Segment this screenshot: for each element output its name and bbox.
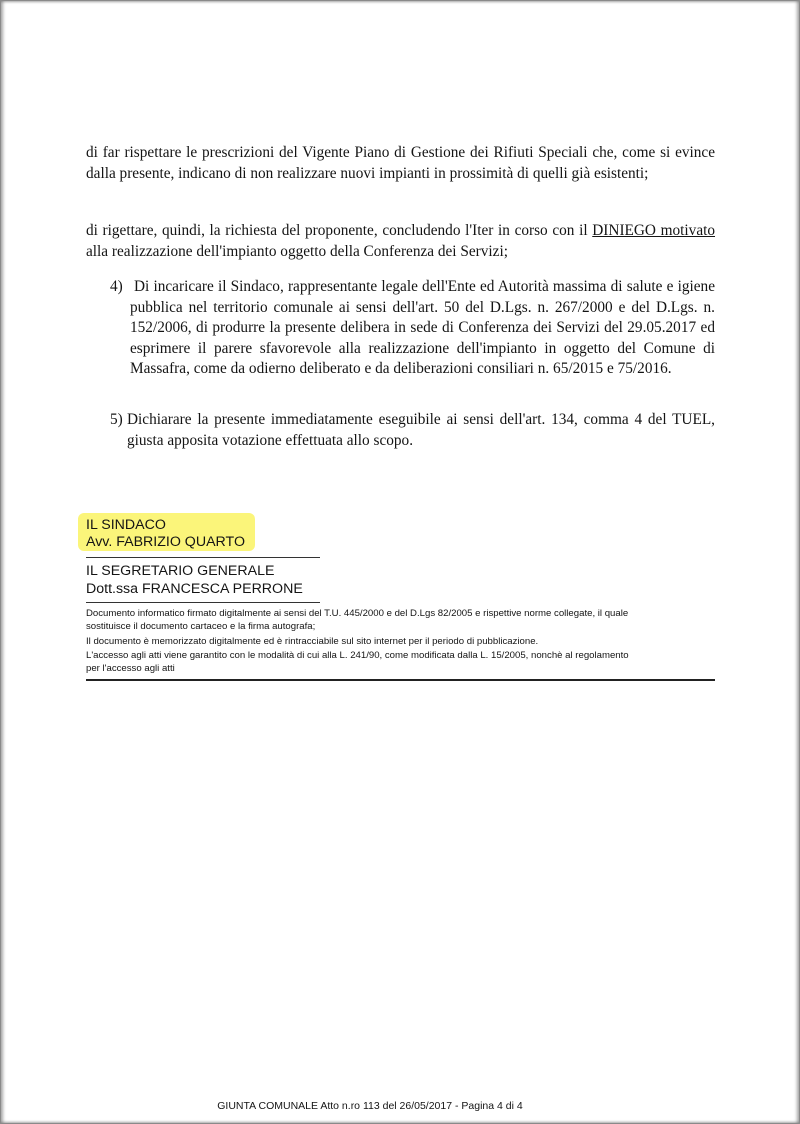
legal-note-line-5: per l'accesso agli atti	[86, 663, 175, 674]
paragraph-rejection-text-end: alla realizzazione dell'impianto oggetto della Conferenza dei Servizi;	[86, 242, 508, 260]
secretary-signature-line	[86, 602, 320, 603]
mayor-title: IL SINDACO	[86, 517, 166, 533]
diniego-motivato-underlined: DINIEGO motivato	[592, 222, 716, 239]
item-4-text: Di incaricare il Sindaco, rappresentante legale dell'Ente ed Autorità massima di salute e igiene pubblica nel territorio comunale ai sensi dell'art. 50 del D.Lgs. n. 267/2000 e del D.Lgs. n. 152/2006, di produrre la presente delibera in sede di Conferenza dei Servizi del 29.05.2017 ed esprimere il parere sfavorevole alla realizzazione dell'impianto in oggetto del Comune di Massafra, come da odierno deliberato e da deliberazioni consiliari n. 65/2015 e 75/2016.	[130, 278, 715, 377]
secretary-name: Dott.ssa FRANCESCA PERRONE	[86, 581, 303, 597]
legal-note-line-1: Documento informatico firmato digitalmente ai sensi del T.U. 445/2000 e del D.Lgs 82/2005 e rispettive norme collegate, il quale	[86, 608, 629, 619]
legal-note-line-4: L'accesso agli atti viene garantito con le modalità di cui alla L. 241/90, come modificata dalla L. 15/2005, nonchè al regolamento	[86, 650, 629, 661]
item-4-number: 4)	[110, 278, 123, 295]
secretary-title: IL SEGRETARIO GENERALE	[86, 563, 275, 579]
notes-bottom-rule	[86, 679, 715, 681]
legal-note-line-3: Il documento è memorizzato digitalmente ed è rintracciabile sul sito internet per il periodo di pubblicazione.	[86, 636, 539, 647]
legal-note-line-2: sostituisce il documento cartaceo e la firma autografa;	[86, 621, 316, 632]
paragraph-rejection	[86, 221, 715, 262]
page-footer: GIUNTA COMUNALE Atto n.ro 113 del 26/05/2017 - Pagina 4 di 4	[217, 1100, 523, 1112]
mayor-name: Avv. FABRIZIO QUARTO	[86, 534, 245, 550]
item-5-text: Dichiarare la presente immediatamente eseguibile ai sensi dell'art. 134, comma 4 del TUEL, giusta apposita votazione effettuata allo scopo.	[127, 411, 715, 449]
item-5-number: 5)	[110, 411, 123, 428]
paragraph-prescriptions: di far rispettare le prescrizioni del Vigente Piano di Gestione dei Rifiuti Speciali che, come si evince dalla presente, indicano di non realizzare nuovi impianti in prossimità di quelli già esistenti;	[86, 144, 715, 182]
paragraph-rejection-text: di rigettare, quindi, la richiesta del proponente, concludendo l'Iter in corso con il	[86, 222, 593, 239]
mayor-signature-line	[86, 557, 320, 558]
